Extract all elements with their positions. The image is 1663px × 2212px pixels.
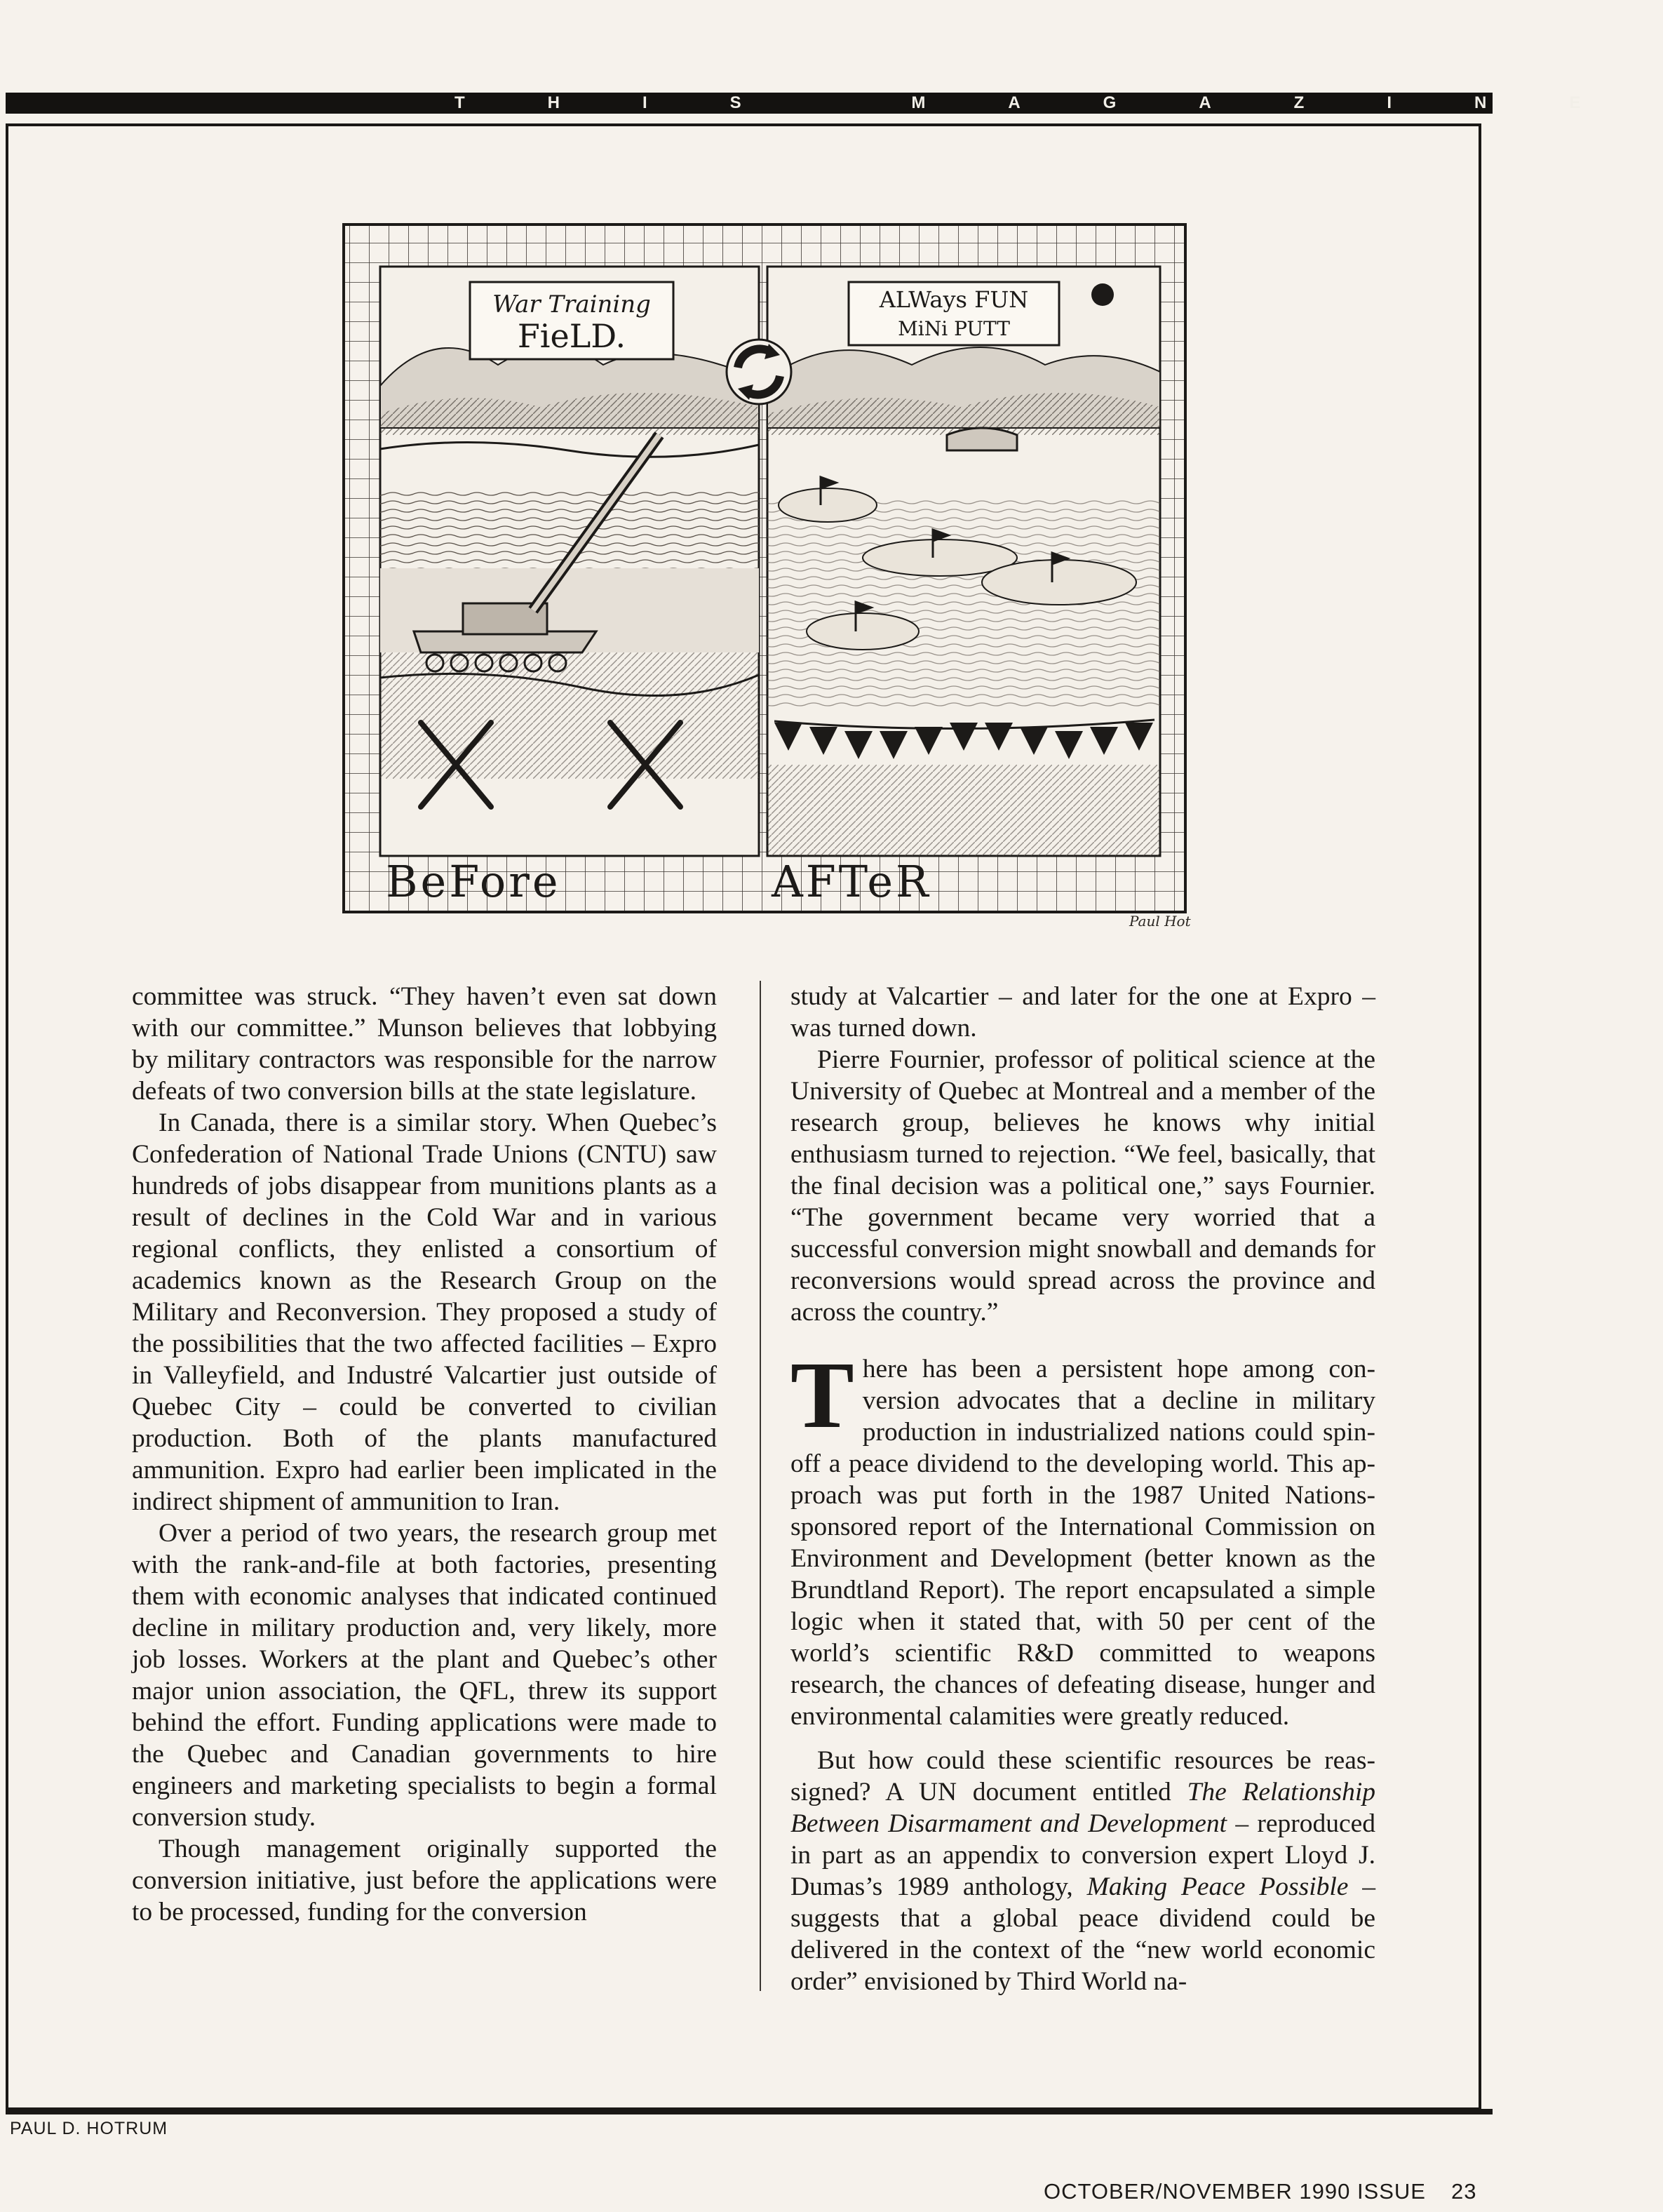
paragraph: Pierre Fournier, professor of political science at the University of Quebec at Montreal and a member of the research group, believes he knows why initial enthusiasm turned to rejection. “We feel, basically, that the final decision was a political one,” says Fournier. “The government became very worried that a successful conversion might snowball and demands for reconversions would spread across the province and across the country.”: [790, 1045, 1375, 1327]
before-after-illustration: [330, 203, 1199, 933]
article-column-left: [132, 981, 717, 1928]
sign-left-line1: War Training: [492, 290, 651, 319]
after-panel: [767, 267, 1160, 907]
document-title: The Relationship Between Disarmament and Development: [790, 1778, 1375, 1838]
page-number: 23: [1450, 2179, 1477, 2204]
sign-left-line2: FieLD.: [517, 317, 626, 355]
magazine-name: THIS MAGAZINE: [455, 93, 1663, 112]
after-label: AFTeR: [772, 856, 931, 907]
tent-drawing: [947, 428, 1017, 450]
paragraph: In Canada, there is a similar story. When Quebec’s Confederation of National Trade Unions (CNTU) saw hundreds of jobs disappear from munitions plants as a result of declines in the Cold War and in various regional conflicts, they enlisted a consortium of academics known as the Research Group on the Military and Reconversion. They proposed a study of the possibilities that the two affected facilities – Expro in Valleyfield, and Industré Valcartier just outside of Quebec City – could be converted to civilian production. Both of the plants manufactured ammunition. Expro had earlier been implicated in the indirect shipment of ammunition to Iran.: [132, 1108, 717, 1516]
text-run: – suggests that a global peace dividend could be delivered in the context of the “new world economic order” envisioned by Third World na-: [790, 1872, 1376, 1996]
paragraph: committee was struck. “They haven’t even sat down with our committee.” Munson believes that lobbying by military contractors was responsible for the narrow defeats of two conversion bills at the state legislature.: [132, 982, 717, 1106]
issue-date: OCTOBER/NOVEMBER 1990 ISSUE: [1044, 2179, 1426, 2204]
paragraph: study at Valcartier – and later for the one at Expro – was turned down.: [790, 982, 1375, 1043]
sign-right-line2: MiNi PUTT: [898, 317, 1010, 340]
before-label: BeFore: [386, 856, 561, 907]
recycle-icon: [727, 340, 791, 404]
bottom-rule: [6, 2109, 1493, 2114]
artist-signature: Paul Hot: [1129, 913, 1191, 930]
photo-credit: PAUL D. HOTRUM: [10, 2119, 168, 2138]
war-training-field-sign: [470, 282, 673, 359]
drop-cap: T: [790, 1343, 854, 1448]
page-folio: [1044, 2179, 1493, 2204]
paragraph: Though management originally supported the conversion initiative, just before the applications were to be processed, funding for the conversion: [132, 1835, 717, 1926]
sign-right-line1: ALWays FUN: [879, 286, 1029, 313]
paragraph: [790, 1745, 1375, 1997]
text-run: But how could these scientific resources be reassigned? A UN document entitled: [790, 1746, 1375, 1807]
section-opening-paragraph: [790, 1343, 1375, 1732]
article-column-right: [790, 981, 1375, 1997]
paragraph: Over a period of two years, the research group met with the rank-and-file at both factories, presenting them with economic analyses that indicated continued decline in military production and, very likely, more job losses. Workers at the plant and Quebec’s other major union association, the QFL, threw its support behind the effort. Funding applications were made to the Quebec and Canadian governments to hire engineers and marketing specialists to begin a formal conversion study.: [132, 1519, 717, 1832]
column-divider: [760, 981, 761, 1991]
book-title: Making Peace Possible: [1086, 1872, 1349, 1901]
mini-putt-sign: [849, 282, 1059, 345]
before-panel: [380, 267, 759, 907]
paragraph-text: here has been a persistent hope among conversion advocates that a decline in military production in industrialized nations could spin-off a peace dividend to the developing world. This approach was put forth in the 1987 United Nations-sponsored report of the International Commission on Environment and Development (better known as the Brundtland Report). The report encapsulated a simple logic when it stated that, with 50 per cent of the world’s scientific R&D committed to weapons research, the chances of defeating disease, hunger and environmental calamities were greatly reduced.: [790, 1355, 1375, 1731]
golf-ball-icon: [1091, 283, 1114, 306]
text-run: – reproduced in part as an appendix to conversion expert Lloyd J. Dumas’s 1989 anthology,: [790, 1809, 1375, 1901]
masthead-bar: [6, 93, 1663, 114]
